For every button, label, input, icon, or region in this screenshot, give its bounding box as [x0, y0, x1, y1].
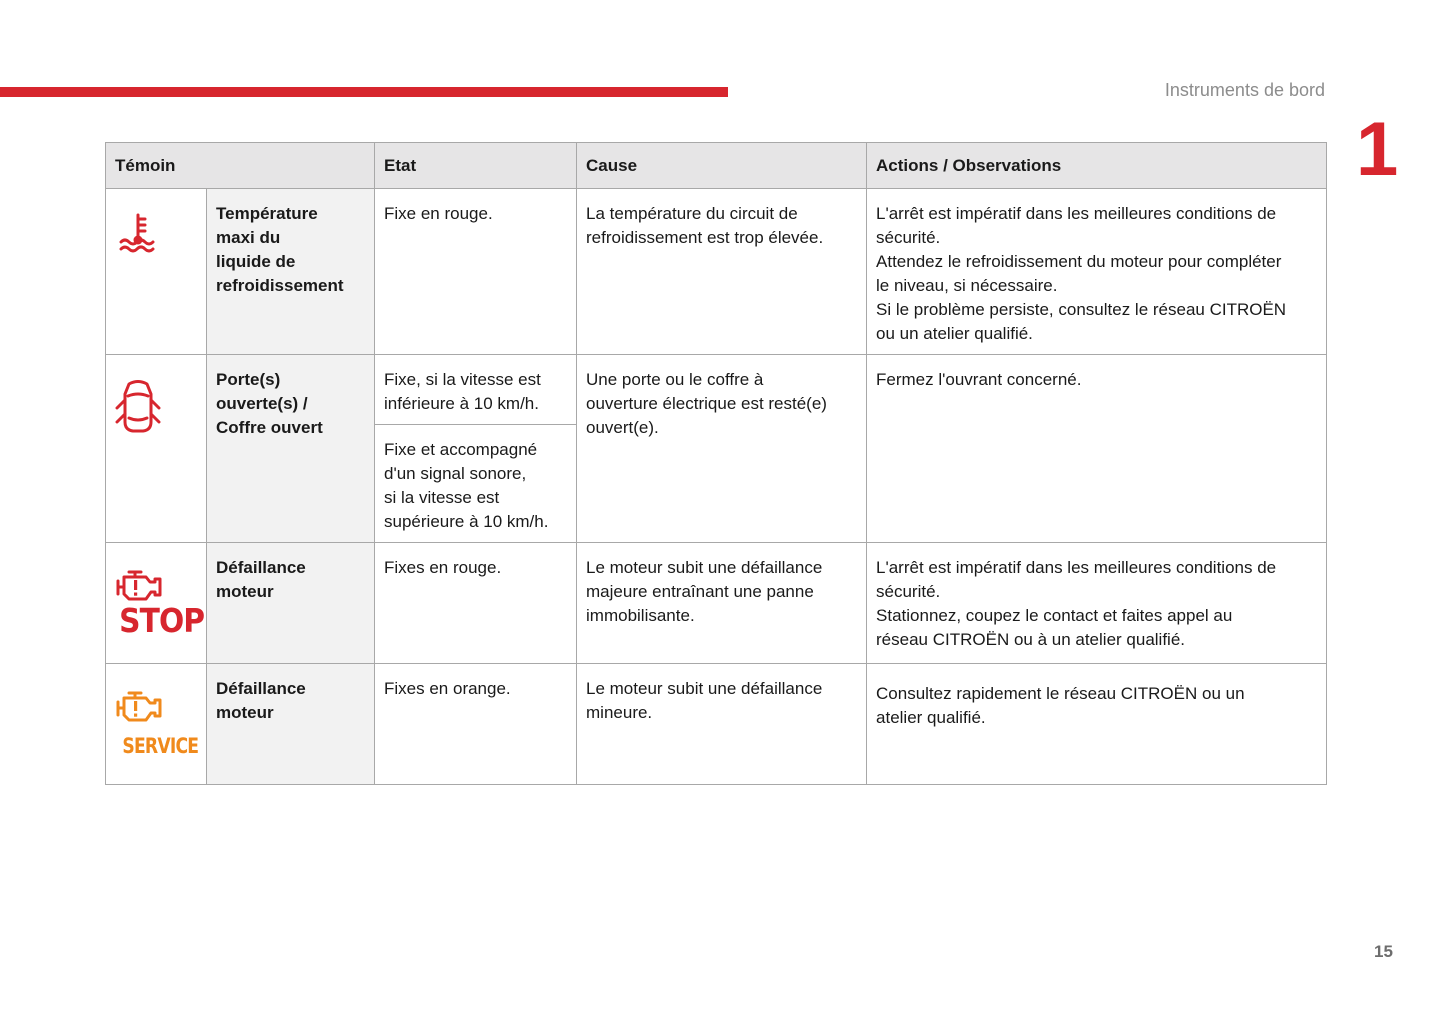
warning-name: Défaillance moteur: [207, 543, 375, 664]
actions-cell: L'arrêt est impératif dans les meilleures conditions de sécurité. Attendez le refroidissement du moteur pour compléter le niveau, si nécessaire. Si le problème persiste, consultez le réseau CITROËN ou un atelier qualifié.: [867, 189, 1327, 355]
door-open-icon: [115, 368, 197, 443]
actions-cell: Fermez l'ouvrant concerné.: [867, 355, 1327, 543]
warning-lights-table: [105, 142, 1327, 785]
header-accent-bar: [0, 87, 728, 97]
etat-cell: Fixe et accompagné d'un signal sonore, si la vitesse est supérieure à 10 km/h.: [375, 425, 577, 543]
icon-cell: [106, 543, 207, 664]
cause-cell: Le moteur subit une défaillance majeure entraînant une panne immobilisante.: [577, 543, 867, 664]
etat-cell: Fixes en orange.: [375, 664, 577, 785]
actions-cell: Consultez rapidement le réseau CITROËN ou un atelier qualifié.: [867, 664, 1327, 785]
cause-cell: La température du circuit de refroidissement est trop élevée.: [577, 189, 867, 355]
engine-fault-service-icon: [115, 677, 197, 734]
etat-cell: Fixe en rouge.: [375, 189, 577, 355]
warning-name: Température maxi du liquide de refroidissement: [207, 189, 375, 355]
section-title: Instruments de bord: [1164, 80, 1325, 100]
cause-cell: Une porte ou le coffre à ouverture électrique est resté(e) ouvert(e).: [577, 355, 867, 543]
column-header-cause: Cause: [577, 143, 867, 189]
chapter-number: 1: [1356, 107, 1399, 192]
column-header-temoin: Témoin: [106, 143, 375, 189]
icon-cell: [106, 664, 207, 785]
table-row: [106, 189, 1327, 355]
page-number: 15: [1374, 942, 1393, 961]
column-header-actions: Actions / Observations: [867, 143, 1327, 189]
warning-name: Défaillance moteur: [207, 664, 375, 785]
column-header-etat: Etat: [375, 143, 577, 189]
table-row: [106, 355, 1327, 425]
warning-name: Porte(s) ouverte(s) / Coffre ouvert: [207, 355, 375, 543]
table-header-row: [106, 143, 1327, 189]
icon-cell: [106, 355, 207, 543]
table-row: [106, 664, 1327, 785]
table-row: [106, 543, 1327, 664]
coolant-temperature-icon: [115, 202, 197, 264]
icon-cell: [106, 189, 207, 355]
stop-label: STOP: [119, 601, 205, 640]
etat-cell: Fixes en rouge.: [375, 543, 577, 664]
cause-cell: Le moteur subit une défaillance mineure.: [577, 664, 867, 785]
etat-cell: Fixe, si la vitesse est inférieure à 10 km/h.: [375, 355, 577, 425]
service-label: SERVICE: [122, 734, 199, 758]
actions-cell: L'arrêt est impératif dans les meilleures conditions de sécurité. Stationnez, coupez le contact et faites appel au réseau CITROËN ou à un atelier qualifié.: [867, 543, 1327, 664]
